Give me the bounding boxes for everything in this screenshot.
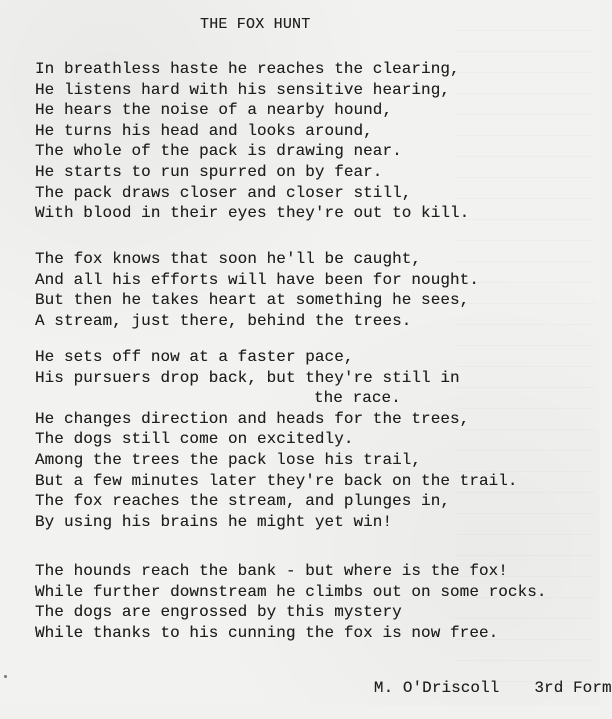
stanza-3-line-8: The fox reaches the stream, and plunges in,: [35, 492, 451, 511]
author-name: M. O'Driscoll: [373, 678, 500, 697]
stanza-3-line-1: He sets off now at a faster pace,: [35, 348, 354, 366]
author-form: 3rd Form: [534, 678, 612, 697]
stanza-4: [35, 561, 547, 643]
stanza-4-line-1: The hounds reach the bank - but where is the fox!: [35, 562, 508, 580]
stanza-3-line-4: He changes direction and heads for the trees,: [35, 409, 470, 428]
stanza-3-line-9: By using his brains he might yet win!: [35, 512, 393, 531]
stanza-2-line-2: And all his efforts will have been for nought.: [35, 270, 479, 289]
stanza-1-line-6: He starts to run spurred on by fear.: [35, 162, 383, 181]
stanza-4-line-3: The dogs are engrossed by this mystery: [35, 603, 402, 622]
stanza-3-line-7: But a few minutes later they're back on the trail.: [35, 471, 518, 490]
stanza-2-line-1: The fox knows that soon he'll be caught,: [35, 250, 422, 268]
poem-title: THE FOX HUNT: [200, 16, 311, 33]
stanza-1-line-4: He turns his head and looks around,: [35, 121, 373, 140]
stanza-2-line-4: A stream, just there, behind the trees.: [35, 311, 412, 330]
stanza-2-line-3: But then he takes heart at something he sees,: [35, 291, 470, 310]
stanza-1-line-5: The whole of the pack is drawing near.: [35, 142, 402, 161]
stanza-1-line-2: He listens hard with his sensitive hearing,: [35, 80, 451, 99]
stanza-2: [35, 249, 479, 331]
page-speck: [4, 675, 7, 678]
stanza-1-line-3: He hears the noise of a nearby hound,: [35, 101, 393, 120]
stanza-1-line-8: With blood in their eyes they're out to kill.: [35, 204, 470, 223]
stanza-3-line-2: His pursuers drop back, but they're still in: [35, 368, 460, 387]
stanza-3-line-6: Among the trees the pack lose his trail,: [35, 450, 422, 469]
stanza-4-line-4: While thanks to his cunning the fox is now free.: [35, 623, 499, 642]
stanza-1-line-1: In breathless haste he reaches the clearing,: [35, 60, 460, 78]
stanza-3: [35, 347, 518, 532]
stanza-1: [35, 59, 469, 224]
stanza-1-line-7: The pack draws closer and closer still,: [35, 183, 412, 202]
stanza-3-line-5: The dogs still come on excitedly.: [35, 430, 354, 449]
stanza-3-line-3: the race.: [314, 389, 401, 408]
author-credit: [316, 657, 612, 719]
stanza-4-line-2: While further downstream he climbs out on some rocks.: [35, 582, 547, 601]
